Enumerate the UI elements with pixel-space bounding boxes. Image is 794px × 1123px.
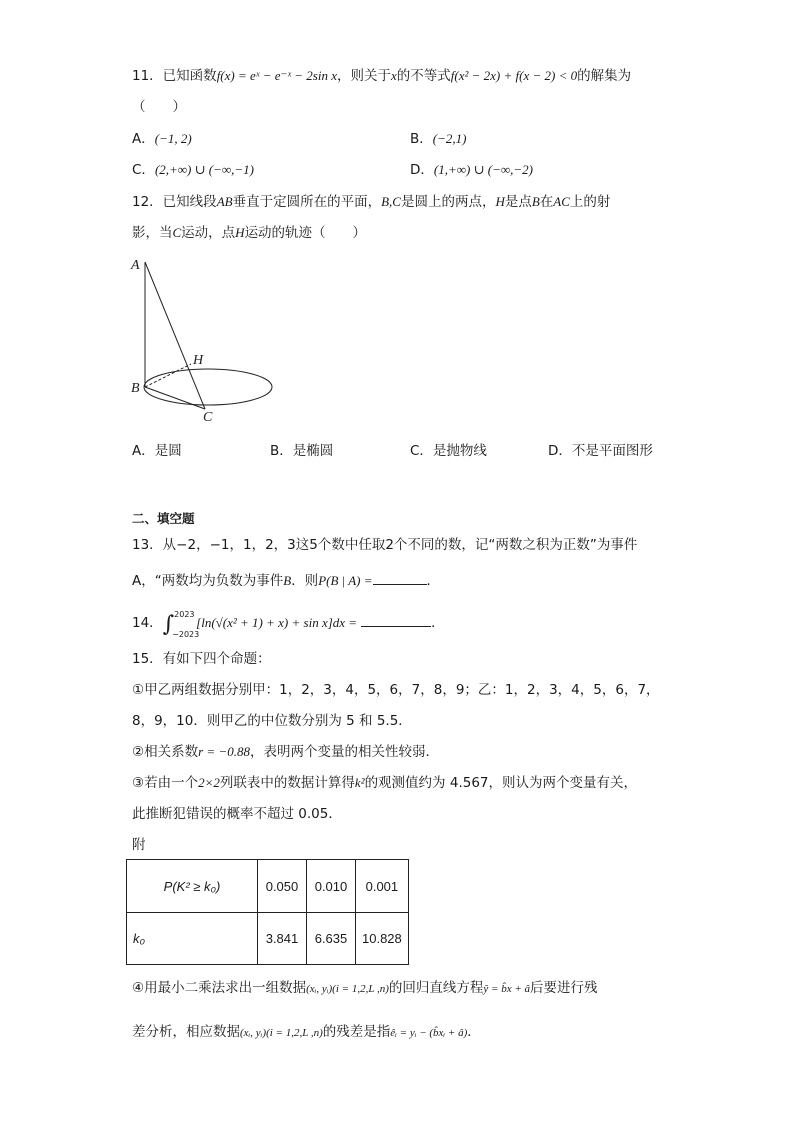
q12-t5: 在 (539, 194, 554, 210)
q15-statement3-line1 (132, 773, 637, 793)
label-c: C (203, 410, 213, 425)
q11-option-a-value: (−1, 2) (154, 131, 192, 146)
q13-t1: A，“两数均为负数为事件 (132, 573, 284, 589)
q11-option-c[interactable] (132, 160, 254, 180)
q14-answer-blank[interactable] (361, 612, 431, 627)
q11-option-c-value: (2,+∞) ∪ (−∞,−1) (154, 162, 254, 177)
q14-upper-limit: 2023 (174, 610, 195, 619)
critical-value-table (126, 859, 409, 965)
q15-statement4-line1 (132, 978, 598, 999)
q12-option-c[interactable]: C．是抛物线 (410, 443, 487, 459)
q13-t2: ．则 (291, 573, 319, 589)
q12-geometry-figure (125, 252, 305, 427)
q15-s4-t1: ④用最小二乘法求出一组数据 (132, 980, 307, 996)
table-cell: 0.001 (356, 860, 409, 913)
label-a: A (131, 258, 140, 273)
q12-h: H (495, 194, 505, 209)
q12-t4: 是点 (504, 194, 532, 210)
table-cell: k₀ (127, 913, 258, 965)
table-cell: P(K² ≥ k₀) (127, 860, 258, 913)
table-cell: 10.828 (356, 913, 409, 965)
q15-s3-k2: k² (354, 775, 365, 790)
q12-option-b[interactable]: B．是椭圆 (270, 443, 334, 459)
q15-attachment-label: 附 (132, 837, 146, 853)
q14-line (132, 610, 445, 639)
q15-statement2 (132, 742, 439, 762)
q15-s4-data: (xᵢ, yᵢ)(i = 1,2,L ,n) (306, 983, 389, 995)
q14-integrand: [ln(√(x² + 1) + x) + sin x]dx = (196, 615, 358, 630)
q15-s3-t1: ③若由一个 (132, 775, 199, 791)
q15-s4-t5: 的残差是指 (322, 1024, 391, 1040)
q14-limits (172, 610, 200, 639)
q15-s4-t3: 后要进行残 (530, 980, 598, 996)
q14-number: 14． (132, 615, 163, 631)
q15-s4-regression: ŷ = b̂x + â (483, 983, 531, 995)
q11-option-d-value: (1,+∞) ∪ (−∞,−2) (433, 162, 533, 177)
q11-option-b-value: (−2,1) (432, 131, 467, 146)
q11-text2: 的不等式 (396, 68, 451, 84)
q11-prefix: 11．已知函数 (132, 68, 217, 84)
q13-answer-blank[interactable] (373, 570, 427, 585)
q12-option-a[interactable]: A．是圆 (132, 443, 182, 459)
q13-b: B (283, 573, 292, 588)
q11-option-b-label: B． (410, 131, 433, 147)
segment-ac (145, 262, 205, 409)
q12-t9: 运动的轨迹（ ） (244, 225, 367, 241)
q15-statement1-line1: ①甲乙两组数据分别甲：1，2，3，4，5，6，7，8，9；乙：1，2，3，4，5，6，7， (132, 682, 660, 698)
q15-s2-t2: ，表明两个变量的相关性较弱． (249, 744, 439, 760)
q12-t2: 垂直于定圆所在的平面， (232, 194, 382, 210)
q15-statement1-line2: 8，9，10．则甲乙的中位数分别为 5 和 5.5． (132, 713, 412, 729)
table-cell: 6.635 (307, 913, 356, 965)
q11-option-a[interactable] (132, 129, 192, 149)
table-row (127, 860, 409, 913)
q12-b: B (531, 194, 540, 209)
segment-bc (145, 387, 205, 409)
q12-stem-line1 (132, 192, 610, 212)
q15-s3-t2: 列联表中的数据计算得 (219, 775, 355, 791)
q13-expression: P(B | A) = (318, 573, 373, 588)
q14-end: ． (431, 615, 445, 631)
q12-t6: 上的射 (569, 194, 611, 210)
table-cell: 0.010 (307, 860, 356, 913)
q15-s3-t3: 的观测值约为 4.567，则认为两个变量有关， (364, 775, 638, 791)
q12-t8: 运动，点 (181, 225, 236, 241)
q11-suffix: 的解集为 (577, 68, 632, 84)
q11-option-b[interactable] (410, 129, 466, 149)
q15-s2-r: r = −0.88 (198, 744, 250, 759)
q15-s4-end: ． (467, 1024, 481, 1040)
q15-s4-residual: êᵢ = yᵢ − (b̂xᵢ + â) (390, 1027, 468, 1039)
q12-t3: 是圆上的两点， (400, 194, 496, 210)
q12-ab: AB (216, 194, 233, 209)
q15-s4-t2: 的回归直线方程 (388, 980, 484, 996)
q12-t1: 12．已知线段 (132, 194, 217, 210)
q13-line1: 13．从−2，−1，1，2，3这5个数中任取2个不同的数，记“两数之积为正数”为事件 (132, 537, 638, 553)
q15-s3-2x2: 2×2 (198, 775, 220, 790)
q11-stem-line1 (132, 66, 631, 86)
q15-s4-data2: (xᵢ, yᵢ)(i = 1,2,L ,n) (240, 1027, 323, 1039)
q12-bc: B,C (381, 194, 401, 209)
label-b: B (131, 381, 140, 396)
q13-end: ． (426, 573, 441, 589)
q15-intro: 15．有如下四个命题： (132, 651, 271, 667)
q11-option-d[interactable] (410, 160, 533, 180)
q14-lower-limit: −2023 (172, 630, 200, 639)
q15-statement4-line2 (132, 1022, 481, 1043)
q11-var: x (390, 68, 397, 83)
q15-s2-t1: ②相关系数 (132, 744, 199, 760)
q12-t7: 影，当 (132, 225, 173, 241)
q12-c: C (172, 225, 182, 240)
q12-option-d[interactable]: D．不是平面图形 (548, 443, 653, 459)
q11-inequality: f(x² − 2x) + f(x − 2) < 0 (450, 68, 578, 83)
circle-base (144, 369, 272, 405)
table-cell: 3.841 (258, 913, 307, 965)
q11-option-a-label: A． (132, 131, 155, 147)
q13-line2 (132, 570, 440, 591)
q15-s4-t4: 差分析，相应数据 (132, 1024, 240, 1040)
table-cell: 0.050 (258, 860, 307, 913)
q12-stem-line2 (132, 223, 366, 243)
q11-text: ，则关于 (336, 68, 391, 84)
q15-statement3-line2: 此推断犯错误的概率不超过 0.05． (132, 806, 342, 822)
label-h: H (193, 353, 204, 368)
q11-option-d-label: D． (410, 162, 434, 178)
segment-bh-dashed (145, 364, 191, 387)
section-heading-fill-in: 二、填空题 (132, 511, 195, 526)
q11-answer-paren: （ ） (132, 99, 186, 115)
table-row (127, 913, 409, 965)
q11-option-c-label: C． (132, 162, 155, 178)
integral-sign-icon: ∫ (162, 612, 175, 637)
q12-ac: AC (553, 194, 570, 209)
q11-function: f(x) = eˣ − e⁻ˣ − 2sin x (216, 68, 337, 83)
q12-h2: H (235, 225, 245, 240)
